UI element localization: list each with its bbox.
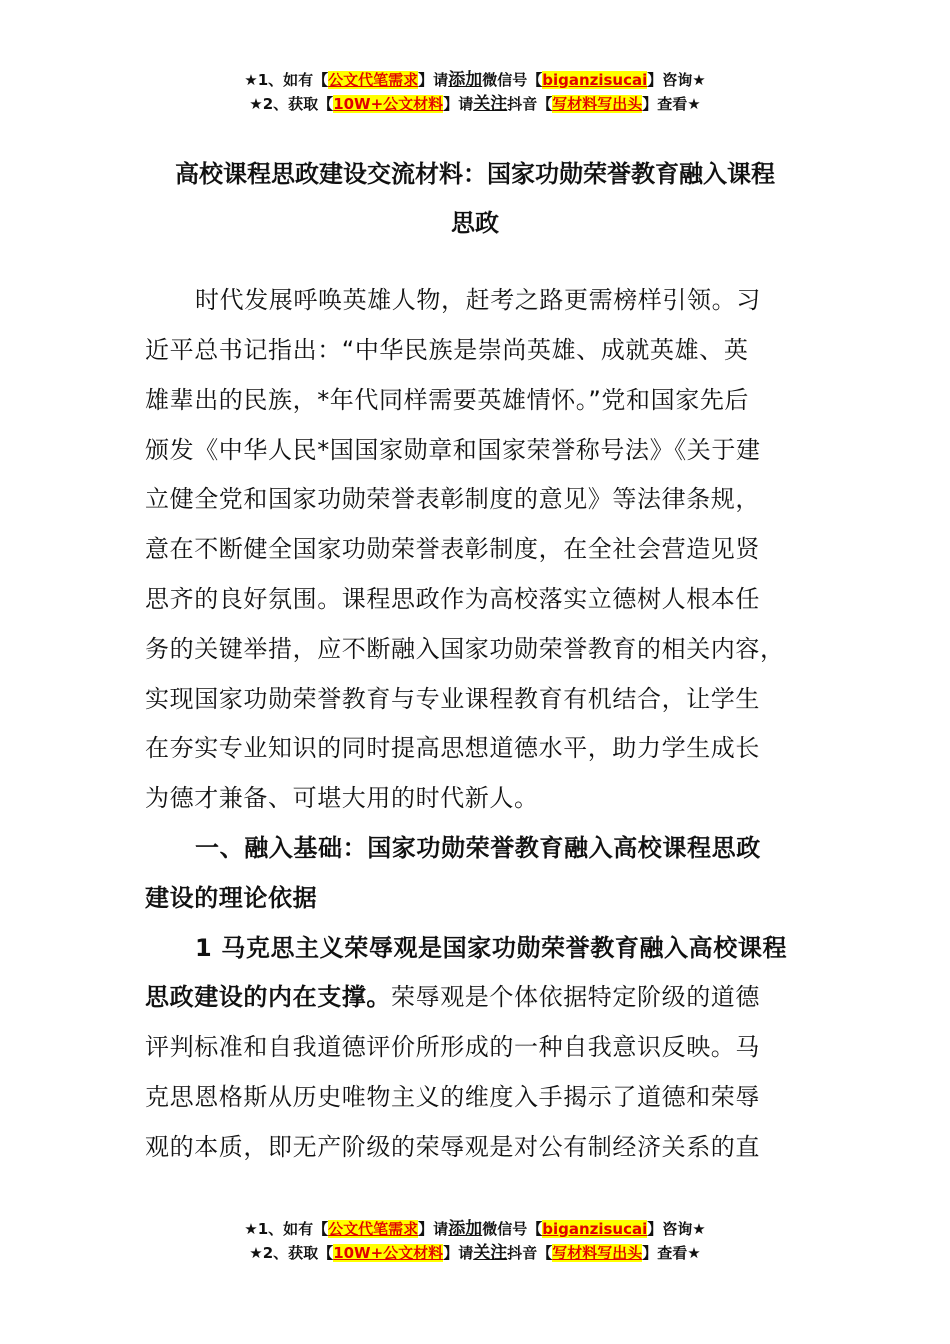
document-title: 思政	[451, 209, 499, 237]
text-line: 近平总书记指出：“中华民族是崇尚英雄、成就英雄、英	[145, 336, 749, 364]
banner-text: 微信号【	[482, 1220, 543, 1238]
section-heading: 建设的理论依据	[145, 884, 318, 912]
highlight-text: 写材料写出头	[552, 1244, 643, 1262]
subheading: 思政建设的内在支撑。	[145, 983, 391, 1011]
banner-text: 抖音【	[507, 1244, 553, 1262]
underlined-text: 添加	[448, 70, 483, 90]
text-line: 雄辈出的民族，*年代同样需要英雄情怀。”党和国家先后	[145, 386, 750, 414]
banner-text: 】咨询★	[647, 1220, 706, 1238]
banner-line-2	[0, 92, 950, 116]
highlight-text: 写材料写出头	[552, 95, 643, 113]
text-line: 时代发展呼唤英雄人物，赶考之路更需榜样引领。习	[195, 286, 761, 314]
banner-text: 】查看★	[642, 95, 701, 113]
header-banner	[0, 68, 950, 116]
text-line: 在夯实专业知识的同时提高思想道德水平，助力学生成长	[145, 734, 760, 762]
banner-text: 】查看★	[642, 1244, 701, 1262]
banner-text: ★2、获取【	[249, 1244, 334, 1262]
footer-banner	[0, 1217, 950, 1265]
section-heading: 一、融入基础：国家功勋荣誉教育融入高校课程思政	[195, 834, 761, 862]
underlined-text: 关注	[473, 94, 508, 114]
underlined-text: 关注	[473, 1243, 508, 1263]
highlight-text: 公文代笔需求	[328, 1220, 419, 1238]
banner-line-1	[0, 68, 950, 92]
banner-text: 抖音【	[507, 95, 553, 113]
text-line: 克思恩格斯从历史唯物主义的维度入手揭示了道德和荣辱	[145, 1083, 760, 1111]
wechat-id: biganzisucai	[542, 71, 648, 89]
text-line	[145, 977, 760, 1012]
banner-text: 微信号【	[482, 71, 543, 89]
document-title: 高校课程思政建设交流材料：国家功勋荣誉教育融入课程	[175, 160, 775, 188]
text-line: 为德才兼备、可堪大用的时代新人。	[145, 784, 539, 812]
subheading: 1 马克思主义荣辱观是国家功勋荣誉教育融入高校课程	[195, 934, 788, 962]
text-line: 立健全党和国家功勋荣誉表彰制度的意见》等法律条规，	[145, 485, 760, 513]
banner-text: 】请	[443, 1244, 474, 1262]
text-line: 意在不断健全国家功勋荣誉表彰制度，在全社会营造见贤	[145, 535, 760, 563]
banner-text: 】请	[418, 71, 449, 89]
text-line: 评判标准和自我道德评价所形成的一种自我意识反映。马	[145, 1033, 760, 1061]
text-line: 实现国家功勋荣誉教育与专业课程教育有机结合，让学生	[145, 685, 760, 713]
highlight-text: 10W+公文材料	[333, 1244, 444, 1262]
banner-text: 】请	[443, 95, 474, 113]
text-line: 观的本质，即无产阶级的荣辱观是对公有制经济关系的直	[145, 1133, 760, 1161]
banner-text: ★1、如有【	[244, 1220, 329, 1238]
banner-text: 】请	[418, 1220, 449, 1238]
banner-text: ★2、获取【	[249, 95, 334, 113]
text-line: 颁发《中华人民*国国家勋章和国家荣誉称号法》《关于建	[145, 436, 761, 464]
underlined-text: 添加	[448, 1219, 483, 1239]
text-line: 务的关键举措，应不断融入国家功勋荣誉教育的相关内容，	[145, 635, 785, 663]
banner-text: 】咨询★	[647, 71, 706, 89]
banner-line-2	[0, 1241, 950, 1265]
highlight-text: 10W+公文材料	[333, 95, 444, 113]
banner-text: ★1、如有【	[244, 71, 329, 89]
wechat-id: biganzisucai	[542, 1220, 648, 1238]
banner-line-1	[0, 1217, 950, 1241]
highlight-text: 公文代笔需求	[328, 71, 419, 89]
text-line: 思齐的良好氛围。课程思政作为高校落实立德树人根本任	[145, 585, 760, 613]
text: 荣辱观是个体依据特定阶级的道德	[391, 983, 760, 1011]
